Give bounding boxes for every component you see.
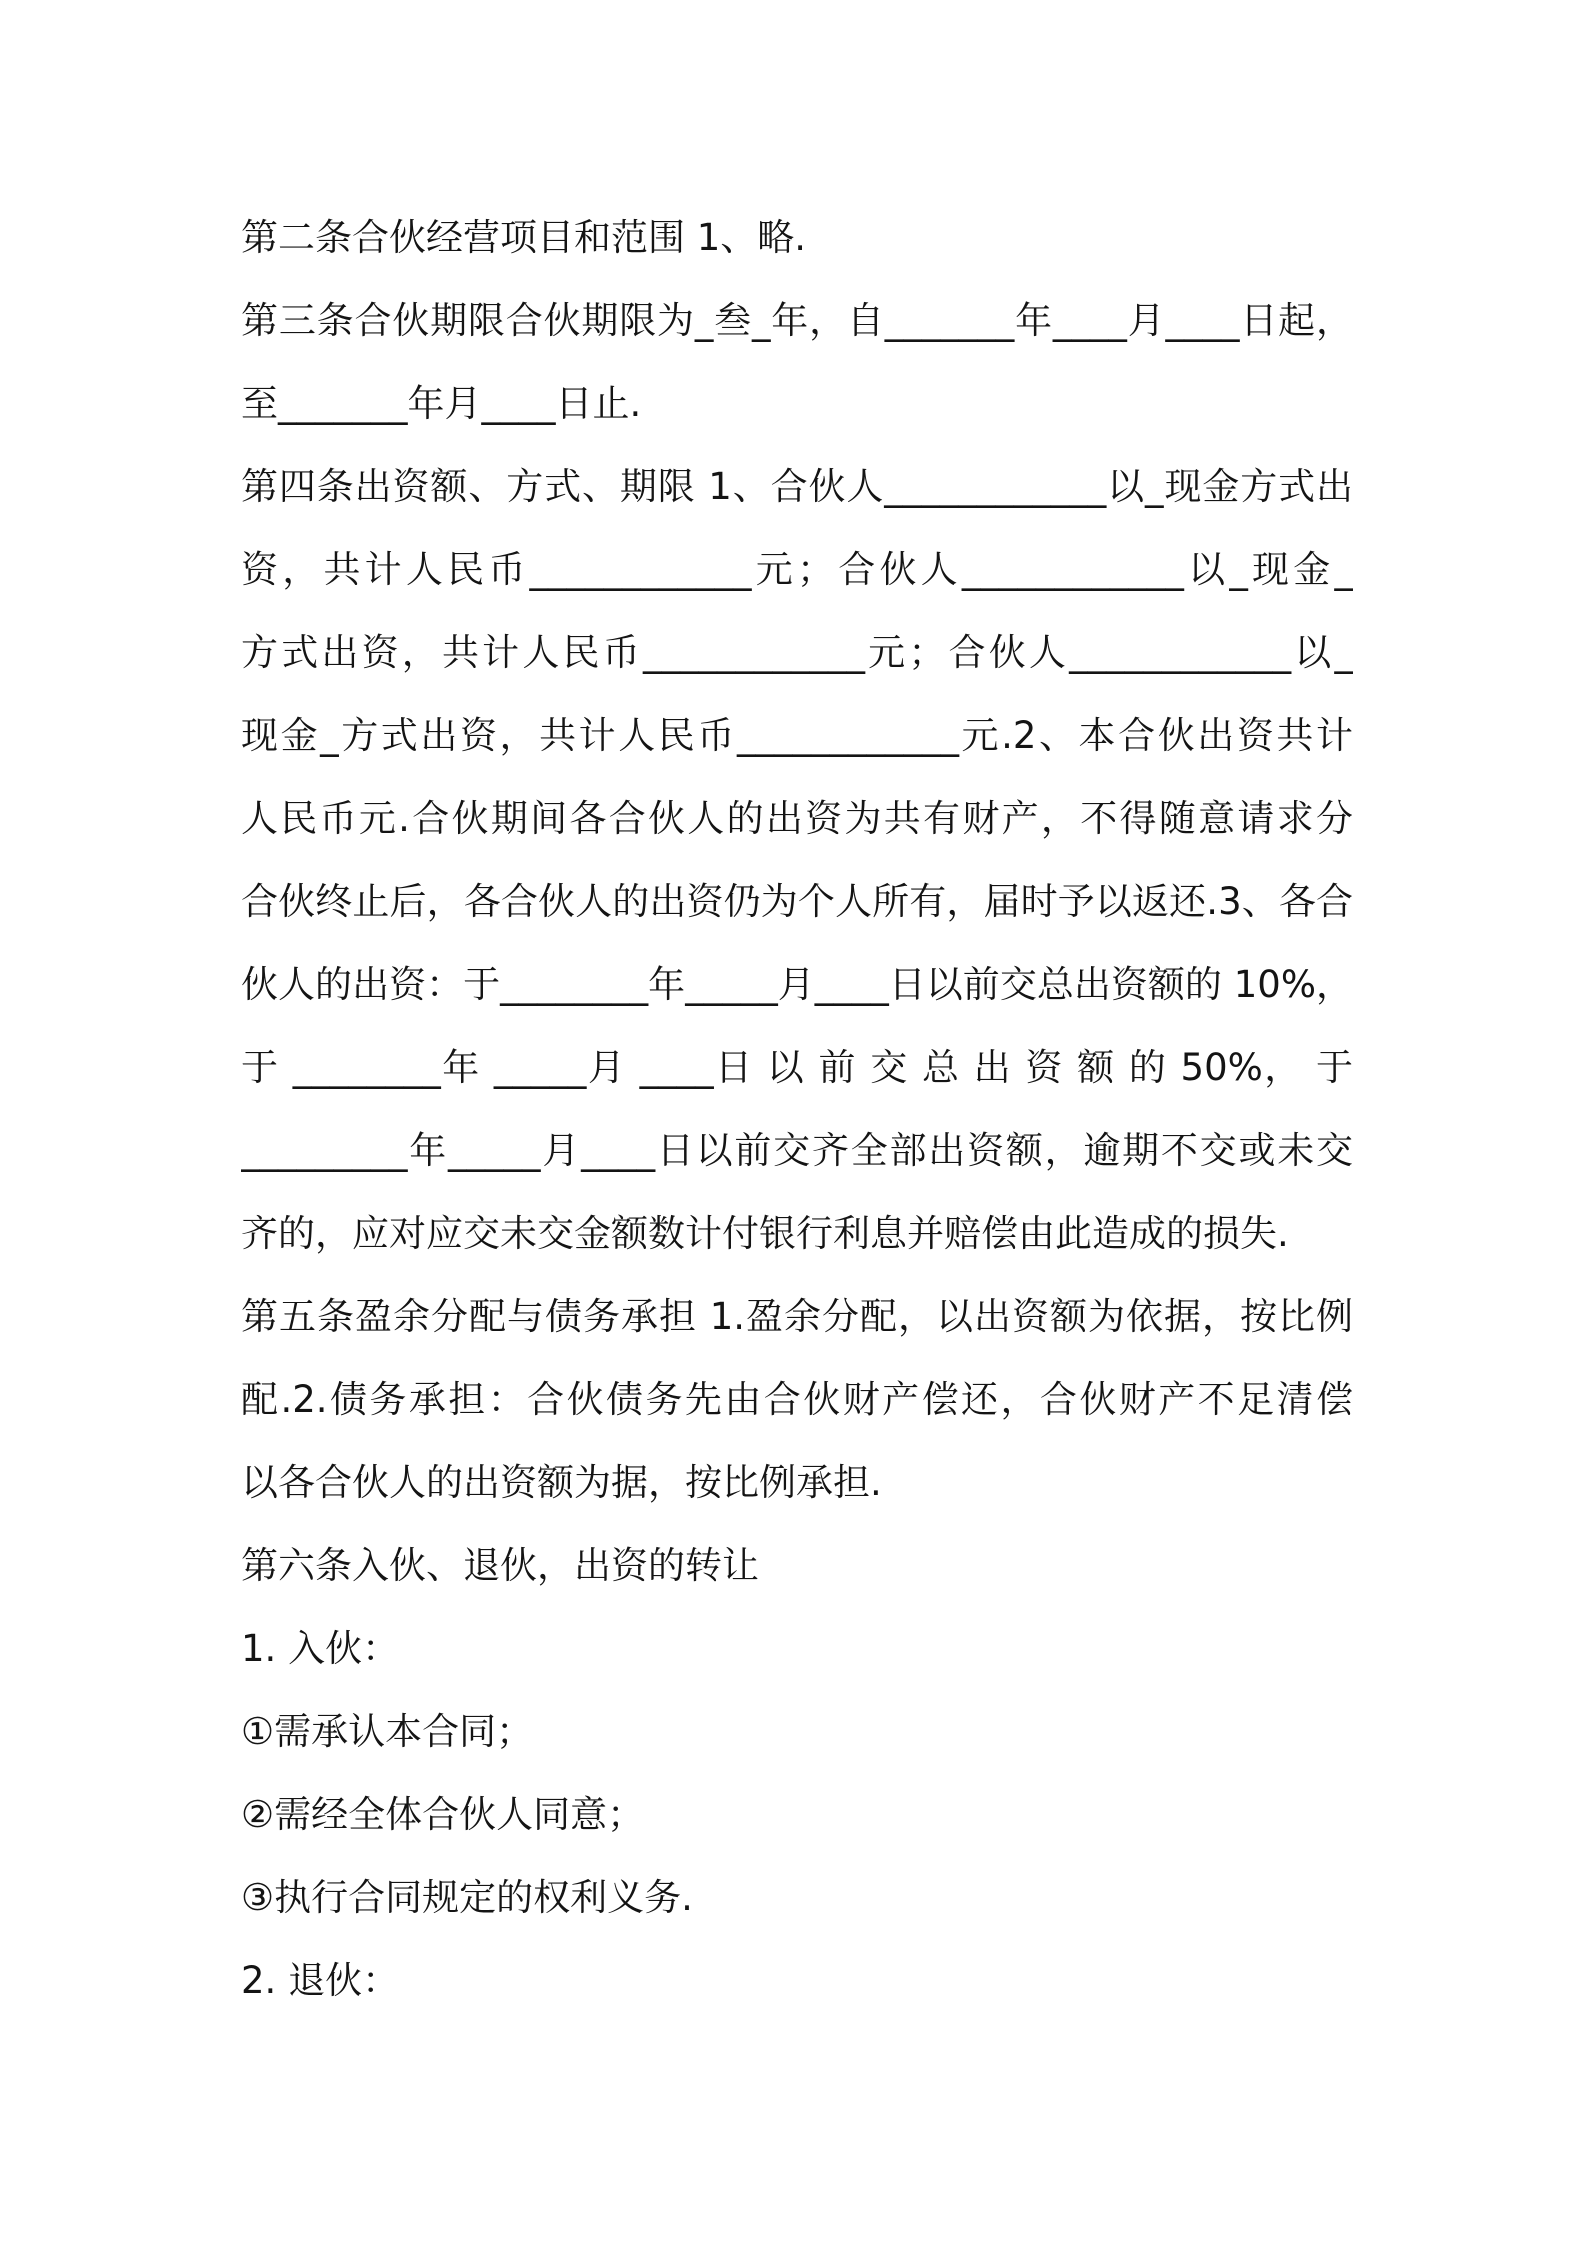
text-line: 2. 退伙：	[241, 1959, 400, 2002]
text-line: 于 ________年 _____月 ____日 以 前 交 总 出 资 额 的 50%， 于	[241, 1046, 1353, 1089]
text-line: ③执行合同规定的权利义务.	[241, 1876, 693, 1919]
text-line: 人民币元.合伙期间各合伙人的出资为共有财产，不得随意请求分	[241, 797, 1353, 840]
text-line: 合伙终止后，各合伙人的出资仍为个人所有，届时予以返还.3、各合	[241, 880, 1353, 923]
text-line: 伙人的出资：于________年_____月____日以前交总出资额的 10%，	[241, 963, 1353, 1006]
text-line: ②需经全体合伙人同意；	[241, 1793, 645, 1836]
text-line: 以各合伙人的出资额为据，按比例承担.	[241, 1461, 882, 1504]
document-body	[241, 196, 1353, 2022]
text-line: ①需承认本合同；	[241, 1710, 534, 1753]
text-line: _________年_____月____日以前交齐全部出资额，逾期不交或未交	[241, 1129, 1353, 1172]
text-line: 第六条入伙、退伙，出资的转让	[241, 1544, 759, 1587]
text-line: 至_______年月____日止.	[241, 382, 642, 425]
text-line: 第五条盈余分配与债务承担 1.盈余分配，以出资额为依据，按比例	[241, 1295, 1353, 1338]
text-line: 配.2.债务承担：合伙债务先由合伙财产偿还，合伙财产不足清偿	[241, 1378, 1353, 1421]
text-line: 1. 入伙：	[241, 1627, 400, 1670]
text-line: 第四条出资额、方式、期限 1、合伙人____________以_现金方式出	[241, 465, 1353, 508]
text-line: 现金_方式出资，共计人民币____________元.2、本合伙出资共计	[241, 714, 1353, 757]
text-line: 第二条合伙经营项目和范围 1、略.	[241, 216, 807, 259]
text-line: 方式出资，共计人民币____________元；合伙人____________以_	[241, 631, 1353, 674]
text-line: 第三条合伙期限合伙期限为_叁_年，自_______年____月____日起，	[241, 299, 1353, 342]
text-line: 齐的，应对应交未交金额数计付银行利息并赔偿由此造成的损失.	[241, 1212, 1289, 1255]
text-line: 资，共计人民币____________元；合伙人____________以_现金_	[241, 548, 1353, 591]
